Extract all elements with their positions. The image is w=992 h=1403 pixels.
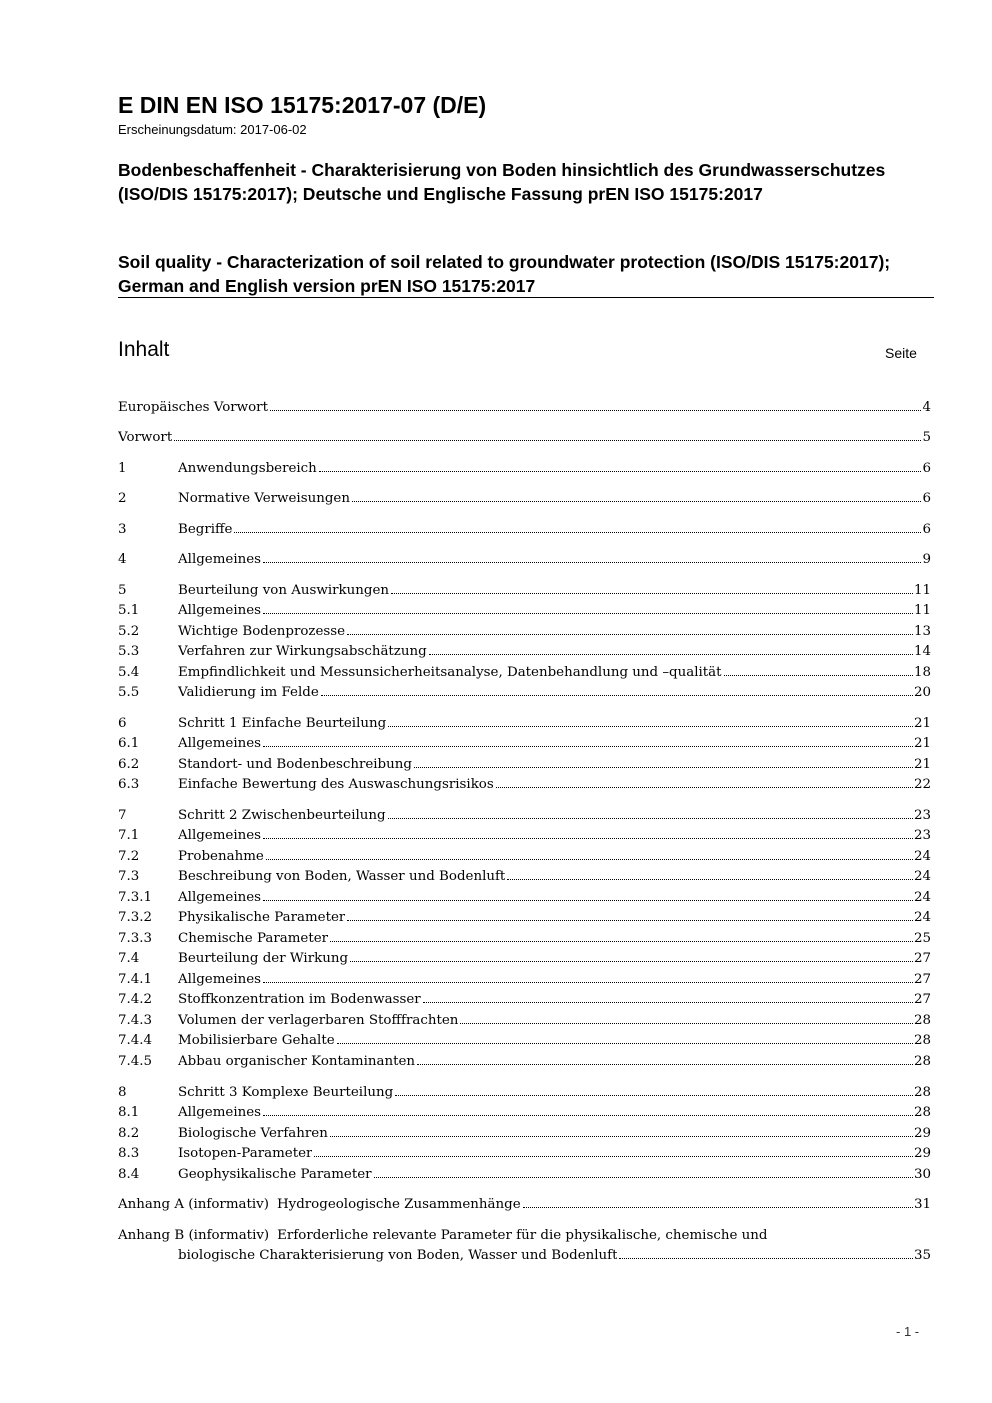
toc-entry-number: 5.1 (118, 603, 140, 618)
toc-entry-page: 28 (913, 1033, 931, 1048)
toc-entry-page: 24 (913, 910, 931, 925)
toc-entry-label: Verfahren zur Wirkungsabschätzung (178, 644, 427, 659)
toc-entry-page: 27 (913, 992, 931, 1007)
toc-entry-number: 7.4 (118, 951, 140, 966)
toc-entry-number: 6.1 (118, 736, 140, 751)
toc-entry-label: Europäisches Vorwort (118, 400, 268, 415)
toc-entry-label: Begriffe (178, 522, 233, 537)
toc-entry[interactable] (118, 639, 931, 659)
toc-entry-page: 28 (913, 1105, 931, 1120)
toc-entry-label: Allgemeines (178, 603, 262, 618)
toc-entry-number: 7.3.2 (118, 910, 153, 925)
toc-entry-label: Stoffkonzentration im Bodenwasser (178, 992, 421, 1007)
toc-entry-annex-a[interactable] (118, 1192, 931, 1212)
toc-entry[interactable] (118, 864, 931, 884)
toc-leader (266, 859, 913, 860)
toc-entry[interactable] (118, 905, 931, 925)
toc-leader (263, 900, 913, 901)
toc-entry-number: 5 (118, 583, 127, 598)
toc-entry-page: 6 (922, 522, 931, 537)
toc-entry[interactable] (118, 967, 931, 987)
toc-leader (263, 838, 913, 839)
toc-entry-label: Schritt 3 Komplexe Beurteilung (178, 1085, 394, 1100)
toc-entry[interactable] (118, 1028, 931, 1048)
toc-entry-number: 3 (118, 522, 127, 537)
document-title: E DIN EN ISO 15175:2017-07 (D/E) (118, 92, 487, 118)
toc-leader (423, 1002, 913, 1003)
toc-entry-number: 8 (118, 1085, 127, 1100)
toc-entry-page: 11 (913, 583, 931, 598)
toc-entry-label: Allgemeines (178, 1105, 262, 1120)
toc-entry-number: 7.4.3 (118, 1013, 153, 1028)
toc-entry-number: 7.4.1 (118, 972, 153, 987)
toc-leader (330, 1136, 913, 1137)
toc-entry-number: 5.4 (118, 665, 140, 680)
toc-entry-label: Probenahme (178, 849, 264, 864)
toc-leader (388, 818, 913, 819)
toc-entry-annex-b[interactable] (118, 1223, 767, 1243)
toc-entry-label: Physikalische Parameter (178, 910, 346, 925)
toc-leader (174, 440, 921, 441)
toc-leader (234, 532, 921, 533)
toc-leader (417, 1064, 913, 1065)
toc-entry[interactable] (118, 803, 931, 823)
toc-entry-label: Isotopen-Parameter (178, 1146, 313, 1161)
toc-entry[interactable] (118, 1100, 931, 1120)
toc-entry-label: Allgemeines (178, 736, 262, 751)
toc-leader (263, 746, 913, 747)
toc-entry-label: Chemische Parameter (178, 931, 329, 946)
toc-leader (263, 562, 921, 563)
toc-entry[interactable] (118, 946, 931, 966)
toc-entry-label: Validierung im Felde (178, 685, 319, 700)
toc-leader (395, 1095, 913, 1096)
toc-entry-label: Schritt 1 Einfache Beurteilung (178, 716, 387, 731)
toc-entry-page: 24 (913, 849, 931, 864)
toc-leader (350, 961, 913, 962)
toc-entry-label: Mobilisierbare Gehalte (178, 1033, 335, 1048)
toc-entry[interactable] (118, 619, 931, 639)
toc-entry[interactable] (118, 987, 931, 1007)
toc-entry-page: 28 (913, 1054, 931, 1069)
toc-entry-page: 14 (913, 644, 931, 659)
toc-leader (724, 675, 913, 676)
toc-entry-number: 7.3.3 (118, 931, 153, 946)
toc-entry[interactable] (118, 425, 931, 445)
toc-entry-page: 13 (913, 624, 931, 639)
toc-entry-number: 1 (118, 461, 127, 476)
toc-entry-label: Geophysikalische Parameter (178, 1167, 372, 1182)
annex-b-label-line2: biologische Charakterisierung von Boden, Wasser und Bodenluft (178, 1248, 618, 1263)
toc-entry-page: 11 (913, 603, 931, 618)
toc-entry[interactable] (118, 395, 931, 415)
toc-entry-number: 5.2 (118, 624, 140, 639)
toc-leader (429, 654, 913, 655)
toc-entry[interactable] (118, 1080, 931, 1100)
toc-entry-page: 6 (922, 491, 931, 506)
toc-leader (496, 787, 913, 788)
annex-b-label-line1: Erforderliche relevante Parameter für die physikalische, chemische und (277, 1228, 768, 1243)
toc-entry[interactable] (118, 1121, 931, 1141)
toc-leader (330, 941, 913, 942)
toc-entry-page: 21 (913, 736, 931, 751)
toc-entry-annex-b-continued[interactable] (178, 1243, 931, 1263)
toc-heading: Inhalt (118, 338, 170, 361)
toc-entry[interactable] (118, 926, 931, 946)
toc-leader (619, 1258, 912, 1259)
toc-entry-label: Allgemeines (178, 552, 262, 567)
toc-entry-page: 20 (913, 685, 931, 700)
toc-entry[interactable] (118, 844, 931, 864)
toc-entry-page: 23 (913, 808, 931, 823)
toc-entry-label: Einfache Bewertung des Auswaschungsrisikos (178, 777, 494, 792)
toc-leader (374, 1177, 913, 1178)
toc-entry[interactable] (118, 456, 931, 476)
toc-leader (337, 1043, 913, 1044)
toc-leader (263, 613, 913, 614)
toc-leader (523, 1207, 913, 1208)
annex-b-page: 35 (913, 1248, 931, 1263)
toc-entry-page: 27 (913, 951, 931, 966)
toc-entry[interactable] (118, 1008, 931, 1028)
toc-entry-number: 2 (118, 491, 127, 506)
toc-entry-number: 7 (118, 808, 127, 823)
toc-entry-page: 29 (913, 1146, 931, 1161)
annex-a-prefix: Anhang A (informativ) (118, 1197, 269, 1212)
toc-entry-label: Beschreibung von Boden, Wasser und Bodenluft (178, 869, 506, 884)
english-title: Soil quality - Characterization of soil related to groundwater protection (ISO/DIS 15175:2017); German and English version prEN ISO 15175:2017 (118, 252, 891, 296)
toc-entry-label: Abbau organischer Kontaminanten (178, 1054, 416, 1069)
toc-entry-page: 9 (922, 552, 931, 567)
german-title: Bodenbeschaffenheit - Charakterisierung von Boden hinsichtlich des Grundwasserschutzes (ISO/DIS 15175:2017); Deutsche und Englische Fassung prEN ISO 15175:2017 (118, 160, 886, 204)
annex-b-prefix: Anhang B (informativ) (118, 1228, 270, 1243)
toc-entry-label: Normative Verweisungen (178, 491, 350, 506)
toc-entry-label: Allgemeines (178, 972, 262, 987)
toc-entry-label: Standort- und Bodenbeschreibung (178, 757, 412, 772)
toc-entry-page: 21 (913, 716, 931, 731)
toc-entry-number: 6 (118, 716, 127, 731)
toc-entry-page: 24 (913, 890, 931, 905)
toc-entry-page: 30 (913, 1167, 931, 1182)
toc-leader (263, 1115, 913, 1116)
toc-entry-label: Volumen der verlagerbaren Stofffrachten (178, 1013, 459, 1028)
toc-entry[interactable] (118, 598, 931, 618)
title-divider (118, 297, 934, 298)
toc-entry[interactable] (118, 547, 931, 567)
toc-entry-number: 5.3 (118, 644, 140, 659)
toc-entry-number: 7.4.5 (118, 1054, 153, 1069)
toc-leader (314, 1156, 913, 1157)
toc-entry-number: 6.2 (118, 757, 140, 772)
toc-entry-label: Empfindlichkeit und Messunsicherheitsanalyse, Datenbehandlung und –qualität (178, 665, 722, 680)
toc-entry-number: 5.5 (118, 685, 140, 700)
annex-a-label: Hydrogeologische Zusammenhänge (276, 1197, 521, 1212)
toc-entry-number: 7.4.2 (118, 992, 153, 1007)
toc-entry[interactable] (118, 731, 931, 751)
toc-entry-label: Beurteilung der Wirkung (178, 951, 349, 966)
annex-a-page: 31 (913, 1197, 931, 1212)
page-number: - 1 - (896, 1324, 920, 1339)
toc-entry[interactable] (118, 772, 931, 792)
toc-leader (391, 593, 913, 594)
toc-entry[interactable] (118, 752, 931, 772)
toc-entry[interactable] (118, 680, 931, 700)
toc-entry-page: 6 (922, 461, 931, 476)
toc-leader (321, 695, 913, 696)
toc-entry-page: 22 (913, 777, 931, 792)
toc-entry-page: 21 (913, 757, 931, 772)
toc-entry[interactable] (118, 660, 931, 680)
toc-entry[interactable] (118, 486, 931, 506)
toc-entry-number: 7.1 (118, 828, 140, 843)
toc-leader (347, 634, 913, 635)
toc-entry[interactable] (118, 517, 931, 537)
toc-entry[interactable] (118, 885, 931, 905)
toc-entry-number: 7.3 (118, 869, 140, 884)
toc-entry-label: Anwendungsbereich (178, 461, 317, 476)
toc-leader (507, 879, 913, 880)
toc-entry-page: 4 (922, 400, 931, 415)
toc-leader (352, 501, 922, 502)
toc-page-column-label: Seite (885, 345, 917, 361)
toc-entry[interactable] (118, 711, 931, 731)
toc-leader (347, 920, 913, 921)
toc-entry-page: 5 (922, 430, 931, 445)
toc-entry-label: Beurteilung von Auswirkungen (178, 583, 390, 598)
toc-entry[interactable] (118, 578, 931, 598)
publication-date: Erscheinungsdatum: 2017-06-02 (118, 122, 307, 137)
toc-entry-number: 4 (118, 552, 127, 567)
toc-entry[interactable] (118, 1162, 931, 1182)
toc-leader (319, 471, 922, 472)
toc-entry-label: Vorwort (118, 430, 173, 445)
toc-entry-number: 8.2 (118, 1126, 140, 1141)
toc-entry-page: 18 (913, 665, 931, 680)
toc-entry-number: 8.1 (118, 1105, 140, 1120)
toc-entry-label: Schritt 2 Zwischenbeurteilung (178, 808, 386, 823)
toc-entry-page: 29 (913, 1126, 931, 1141)
toc-entry-number: 8.4 (118, 1167, 140, 1182)
toc-entry-label: Biologische Verfahren (178, 1126, 328, 1141)
toc-entry-page: 27 (913, 972, 931, 987)
toc-leader (460, 1023, 913, 1024)
toc-entry-number: 6.3 (118, 777, 140, 792)
toc-entry-label: Allgemeines (178, 828, 262, 843)
toc-entry-page: 28 (913, 1085, 931, 1100)
toc-entry-page: 24 (913, 869, 931, 884)
toc-entry-number: 7.2 (118, 849, 140, 864)
toc-entry-label: Wichtige Bodenprozesse (178, 624, 346, 639)
toc-entry-page: 23 (913, 828, 931, 843)
toc-entry-number: 7.4.4 (118, 1033, 153, 1048)
toc-entry[interactable] (118, 1141, 931, 1161)
toc-leader (270, 410, 922, 411)
toc-entry[interactable] (118, 1049, 931, 1069)
toc-entry-page: 28 (913, 1013, 931, 1028)
toc-entry-number: 7.3.1 (118, 890, 153, 905)
toc-leader (388, 726, 913, 727)
toc-entry-label: Allgemeines (178, 890, 262, 905)
toc-entry-number: 8.3 (118, 1146, 140, 1161)
toc-entry[interactable] (118, 823, 931, 843)
toc-entry-page: 25 (913, 931, 931, 946)
toc-leader (414, 767, 913, 768)
toc-leader (263, 982, 913, 983)
